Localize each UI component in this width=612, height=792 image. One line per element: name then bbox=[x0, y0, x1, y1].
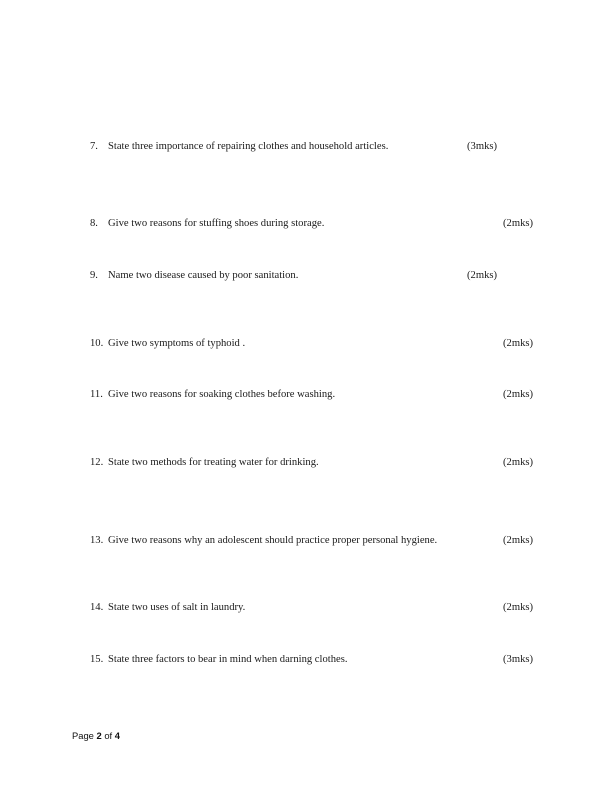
question-text: Give two reasons for soaking clothes before washing. bbox=[108, 389, 336, 400]
question-8 bbox=[0, 216, 612, 232]
footer-page-label: Page bbox=[72, 730, 94, 741]
question-text: State two methods for treating water for drinking. bbox=[108, 457, 319, 468]
question-15 bbox=[0, 652, 612, 668]
question-marks: (2mks) bbox=[503, 338, 534, 349]
question-marks: (2mks) bbox=[503, 218, 534, 229]
question-marks: (2mks) bbox=[503, 389, 534, 400]
footer-current-page: 2 bbox=[96, 730, 102, 741]
footer-total-pages: 4 bbox=[114, 730, 120, 741]
question-number: 8. bbox=[90, 218, 98, 229]
question-marks: (3mks) bbox=[467, 141, 498, 152]
question-text: Give two symptoms of typhoid . bbox=[108, 338, 246, 349]
question-number: 12. bbox=[90, 457, 104, 468]
question-10 bbox=[0, 336, 612, 352]
question-number: 10. bbox=[90, 338, 104, 349]
footer-of-label: of bbox=[104, 730, 113, 741]
question-13 bbox=[0, 533, 612, 549]
question-text: State three importance of repairing clothes and household articles. bbox=[108, 141, 389, 152]
question-number: 14. bbox=[90, 602, 104, 613]
question-12 bbox=[0, 455, 612, 471]
question-text: Give two reasons for stuffing shoes during storage. bbox=[108, 218, 325, 229]
question-text: Give two reasons why an adolescent should practice proper personal hygiene. bbox=[108, 535, 438, 546]
question-number: 13. bbox=[90, 535, 104, 546]
question-number: 9. bbox=[90, 270, 98, 281]
question-marks: (3mks) bbox=[503, 654, 534, 665]
question-marks: (2mks) bbox=[503, 535, 534, 546]
question-number: 15. bbox=[90, 654, 104, 665]
question-number: 11. bbox=[90, 389, 103, 400]
question-text: Name two disease caused by poor sanitation. bbox=[108, 270, 299, 281]
question-number: 7. bbox=[90, 141, 98, 152]
question-text: State two uses of salt in laundry. bbox=[108, 602, 246, 613]
question-marks: (2mks) bbox=[503, 602, 534, 613]
question-9 bbox=[0, 268, 612, 284]
question-14 bbox=[0, 600, 612, 616]
question-7 bbox=[0, 139, 612, 155]
question-11 bbox=[0, 387, 612, 403]
question-text: State three factors to bear in mind when darning clothes. bbox=[108, 654, 348, 665]
page-footer bbox=[72, 729, 120, 743]
question-marks: (2mks) bbox=[503, 457, 534, 468]
question-marks: (2mks) bbox=[467, 270, 498, 281]
